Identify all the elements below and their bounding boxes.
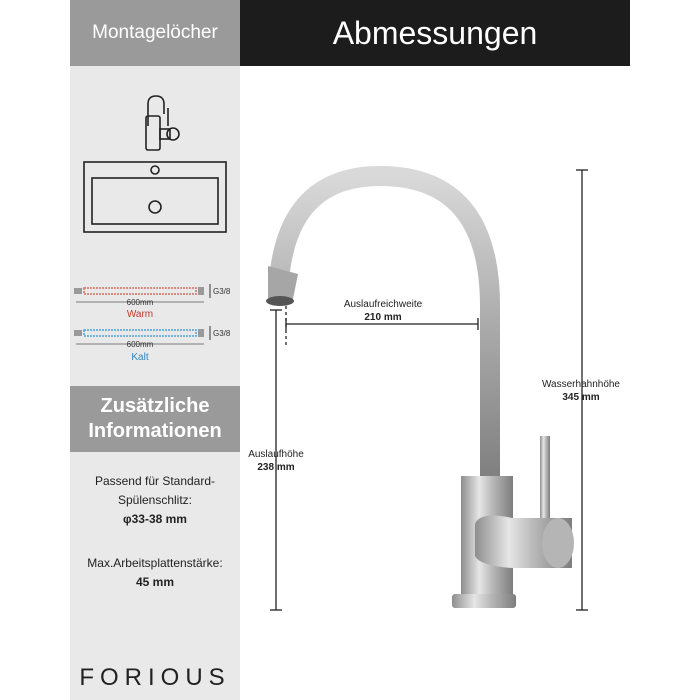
reach-label-group	[318, 298, 448, 324]
dimensions-title: Abmessungen	[332, 14, 538, 51]
total-height-label: Wasserhahnhöhe	[541, 379, 620, 390]
additional-info-title-line1: Zusätzliche	[100, 395, 210, 417]
worktop-thickness-value: 45 mm	[135, 575, 175, 589]
dimensions-header	[240, 0, 630, 66]
sink-slot-value: φ33-38 mm	[123, 512, 187, 526]
cold-hose-label: Kalt	[131, 352, 149, 363]
worktop-thickness-info	[70, 554, 240, 592]
mounting-holes-header	[70, 0, 240, 66]
cold-hose-thread: G3/8	[213, 329, 231, 338]
total-height-label-group	[526, 378, 636, 404]
sink-mounting-diagram	[70, 66, 240, 246]
reach-value: 210 mm	[364, 312, 402, 323]
sink-outline	[84, 162, 226, 232]
worktop-thickness-label: Max.Arbeitsplattenstärke:	[87, 556, 223, 570]
spout-height-value: 238 mm	[257, 462, 295, 473]
additional-info-header	[70, 386, 240, 452]
cartridge-cap-icon	[542, 518, 574, 568]
warm-hose-thread: G3/8	[213, 287, 231, 296]
brand-logo: FORIOUS	[79, 664, 231, 691]
spout-height-label: Auslaufhöhe	[248, 449, 304, 460]
faucet-base-icon	[452, 594, 516, 608]
cold-hose-length: 600mm	[126, 340, 154, 349]
drain-hole-icon	[149, 201, 161, 213]
tap-hole-icon	[151, 166, 159, 174]
sink-slot-line1: Passend für Standard-	[94, 474, 216, 488]
lever-handle-icon	[540, 436, 550, 526]
faucet-spout-icon	[280, 176, 490, 486]
mini-faucet-spout-icon	[148, 96, 164, 126]
total-height-value: 345 mm	[562, 392, 600, 403]
warm-hose-length: 600mm	[126, 298, 154, 307]
additional-info-title-line2: Informationen	[88, 420, 222, 442]
sink-slot-info	[70, 472, 240, 529]
reach-label: Auslaufreichweite	[343, 299, 423, 310]
sink-slot-line2: Spülenschlitz:	[117, 493, 193, 507]
mounting-holes-title: Montagelöcher	[92, 22, 218, 43]
warm-hose-label: Warm	[126, 309, 154, 320]
spout-height-label-group	[238, 448, 314, 474]
